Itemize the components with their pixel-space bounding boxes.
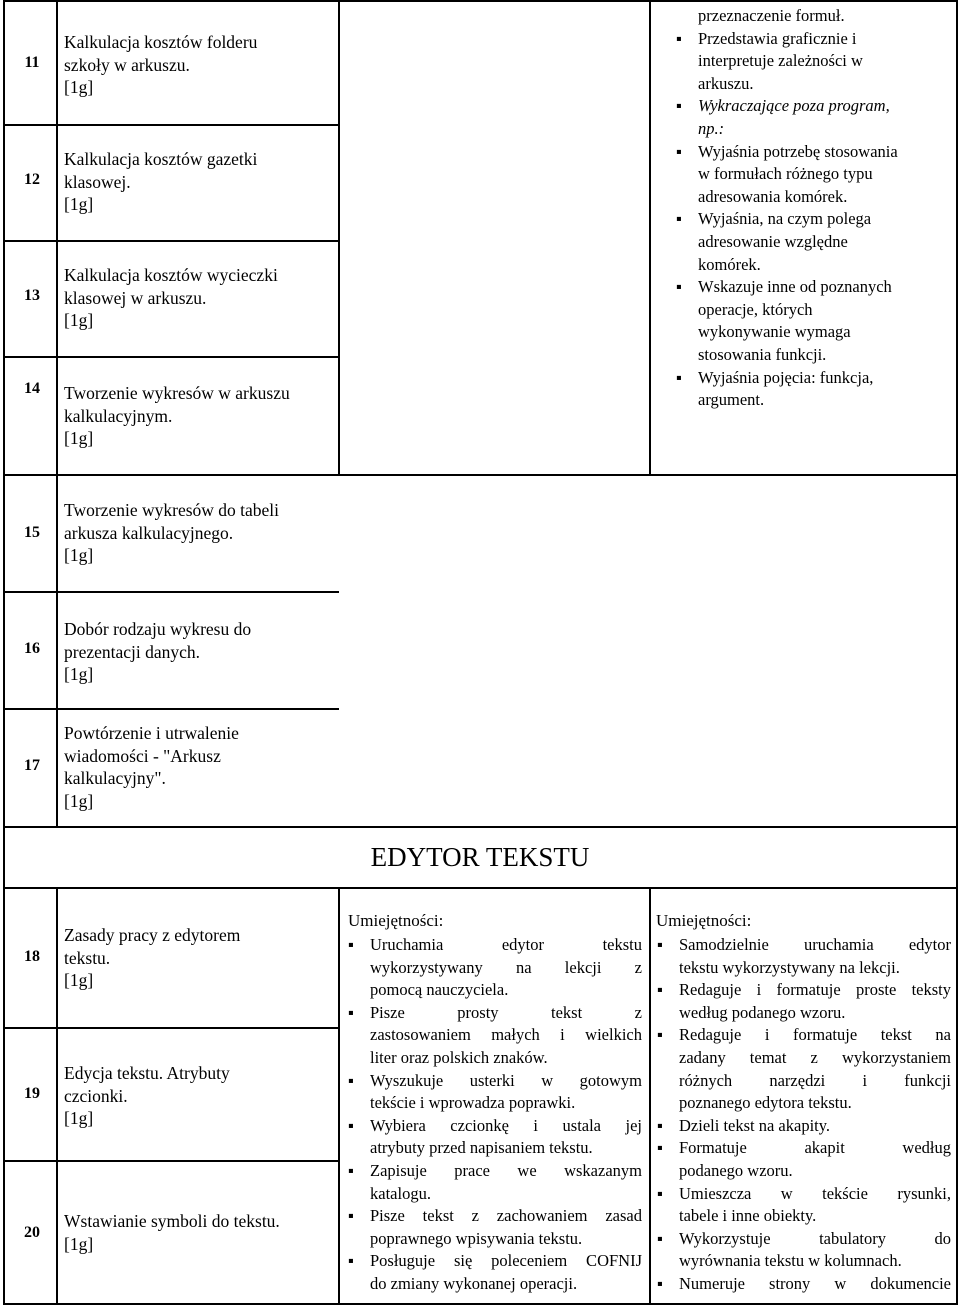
skill-item: ▪ Wybiera czcionkę i ustala jej atrybuty przed napisaniem tekstu.	[348, 1115, 642, 1158]
row-topic: Powtórzenie i utrwalenie wiadomości - "Arkusz kalkulacyjny". [1g]	[64, 723, 239, 811]
basic-skills-header: Umiejętności:	[348, 911, 444, 930]
row-topic: Dobór rodzaju wykresu do prezentacji danych. [1g]	[64, 619, 252, 684]
skill-item: ▪ Redaguje i formatuje tekst na zadany temat z wykorzystaniem różnych narzędzi i funkcji poznanego edytora tekstu.	[657, 1025, 951, 1113]
skill-item: ▪ Wyjaśnia potrzebę stosowania w formułach różnego typu adresowania komórek.	[676, 141, 898, 206]
row-topic: Tworzenie wykresów w arkuszu kalkulacyjnym. [1g]	[64, 383, 290, 448]
bullet-icon: ▪	[657, 1138, 663, 1158]
row-number: 18	[24, 948, 40, 965]
skill-item: ▪ Wykraczające poza program, np.:	[676, 96, 890, 138]
extended-skills-header: Umiejętności:	[656, 911, 752, 930]
row-number: 19	[24, 1085, 40, 1102]
row-number: 11	[24, 54, 40, 71]
bullet-icon: ▪	[676, 367, 682, 387]
row-topic: Kalkulacja kosztów gazetki klasowej. [1g]	[64, 149, 258, 214]
extended-skills-list	[651, 934, 951, 1296]
top-right-skills	[670, 5, 940, 412]
bullet-icon: ▪	[657, 1025, 663, 1045]
bullet-icon: ▪	[657, 1273, 663, 1293]
bullet-icon: ▪	[348, 1251, 354, 1271]
row-number: 17	[24, 757, 40, 774]
skill-item: ▪ Dzieli tekst na akapity.	[651, 1115, 951, 1138]
bullet-icon: ▪	[348, 1115, 354, 1135]
bullet-icon: ▪	[348, 935, 354, 954]
skill-item: ▪ Wyjaśnia pojęcia: funkcja, argument.	[676, 367, 874, 410]
row-topic: Edycja tekstu. Atrybuty czcionki. [1g]	[64, 1063, 230, 1128]
row-number: 20	[24, 1224, 40, 1241]
skill-item: ▪ Formatuje akapit według podanego wzoru.	[657, 1138, 951, 1180]
skill-item: ▪ Wskazuje inne od poznanych operacje, których wykonywanie wymaga stosowania funkcji.	[676, 277, 892, 364]
row-number: 12	[24, 171, 40, 188]
skill-item: ▪ Numeruje strony w dokumencie	[651, 1273, 951, 1296]
bullet-icon: ▪	[657, 935, 663, 954]
bullet-icon: ▪	[348, 1160, 354, 1180]
skill-item: ▪ Wykorzystuje tabulatory do wyrównania tekstu w kolumnach.	[657, 1228, 951, 1271]
row-topic: Wstawianie symboli do tekstu. [1g]	[64, 1211, 280, 1254]
skill-item: ▪ Wyjaśnia, na czym polega adresowanie względne komórek.	[676, 209, 872, 274]
row-topic: Kalkulacja kosztów folderu szkoły w arkuszu. [1g]	[64, 32, 258, 97]
row-topic: Tworzenie wykresów do tabeli arkusza kalkulacyjnego. [1g]	[64, 500, 280, 565]
row-number: 14	[24, 380, 40, 397]
bullet-icon: ▪	[348, 1070, 354, 1090]
row-number: 15	[24, 524, 40, 541]
bullet-icon: ▪	[657, 980, 663, 1000]
row-number: 13	[24, 287, 40, 304]
skill-item: ▪ Zapisuje prace we wskazanym katalogu.	[348, 1160, 642, 1203]
bullet-icon: ▪	[348, 1002, 354, 1022]
row-topic: Kalkulacja kosztów wycieczki klasowej w arkuszu. [1g]	[64, 265, 278, 330]
bullet-icon: ▪	[657, 1228, 663, 1248]
bullet-icon: ▪	[676, 96, 682, 116]
skill-item: ▪ Przedstawia graficznie i interpretuje zależności w arkuszu.	[676, 28, 863, 93]
bullet-icon: ▪	[676, 209, 682, 229]
skill-item: ▪ Pisze tekst z zachowaniem zasad poprawnego wpisywania tekstu.	[348, 1206, 642, 1248]
skill-item: ▪ Pisze prosty tekst z zastosowaniem małych i wielkich liter oraz polskich znaków.	[348, 1002, 642, 1067]
skill-item: ▪ Uruchamia edytor tekstu wykorzystywany na lekcji z pomocą nauczyciela.	[348, 935, 642, 1000]
bullet-icon: ▪	[676, 28, 682, 48]
skill-text: przeznaczenie formuł.	[698, 6, 845, 25]
bullet-icon: ▪	[657, 1183, 663, 1203]
skill-item: ▪ Posługuje się poleceniem COFNIJ do zmiany wykonanej operacji.	[348, 1251, 642, 1293]
bullet-icon: ▪	[676, 141, 682, 161]
section-title: EDYTOR TEKSTU	[370, 842, 590, 872]
skill-item: ▪ Redaguje i formatuje proste teksty według podanego wzoru.	[657, 980, 951, 1022]
skill-item: ▪ Wyszukuje usterki w gotowym tekście i wprowadza poprawki.	[348, 1070, 642, 1113]
bullet-icon: ▪	[348, 1206, 354, 1226]
bullet-icon: ▪	[657, 1115, 663, 1135]
row-number: 16	[24, 640, 40, 657]
skill-item: ▪ Samodzielnie uruchamia edytor tekstu wykorzystywany na lekcji.	[657, 935, 951, 977]
skill-item: ▪ Umieszcza w tekście rysunki, tabele i inne obiekty.	[657, 1183, 951, 1226]
basic-skills-list	[342, 934, 642, 1296]
row-topic: Zasady pracy z edytorem tekstu. [1g]	[64, 925, 241, 990]
bullet-icon: ▪	[676, 277, 682, 297]
